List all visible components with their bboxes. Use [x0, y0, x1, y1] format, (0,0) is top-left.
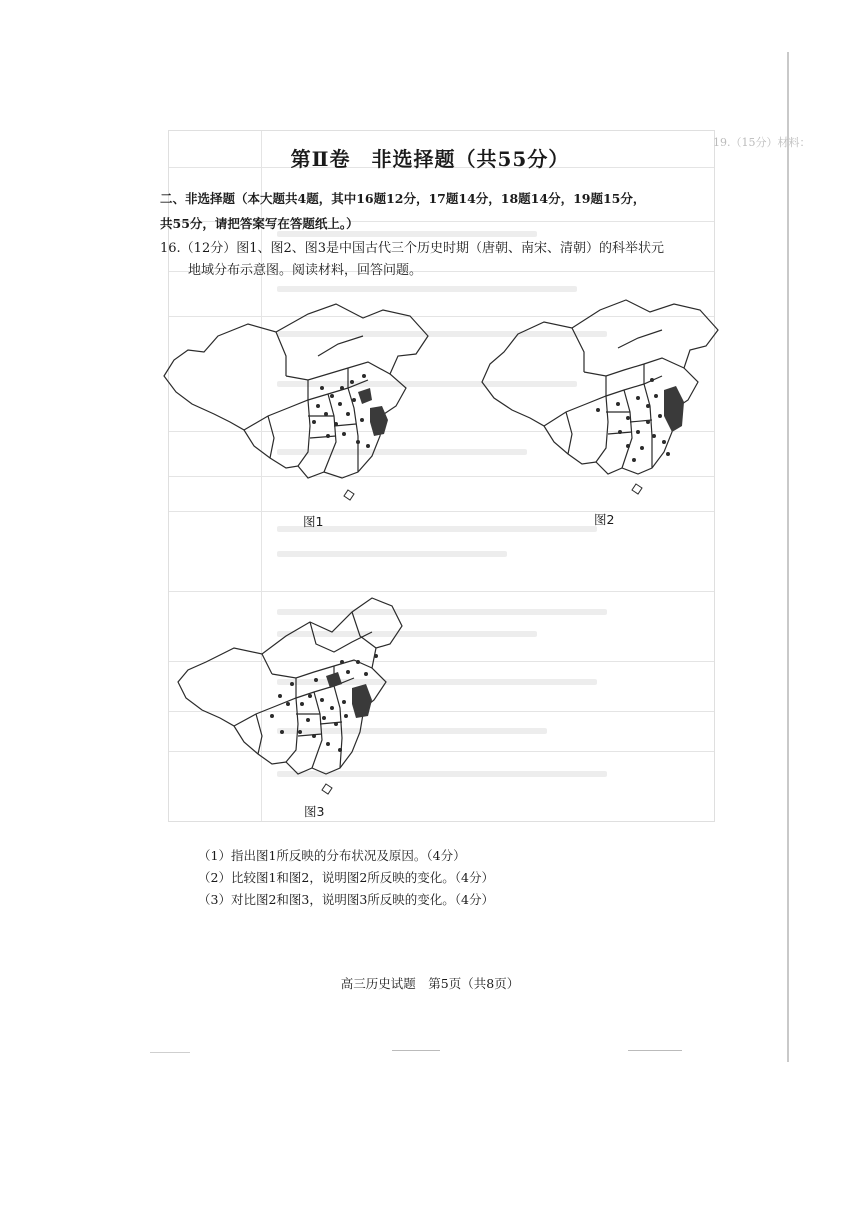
page-footer: 高三历史试题 第5页（共8页）: [340, 976, 520, 991]
section-line-1: 二、非选择题（本大题共4题，其中16题12分，17题14分，18题14分，19题15分，: [160, 191, 646, 206]
figure-1-caption: 图1: [303, 514, 324, 529]
section-instructions: [160, 186, 720, 236]
map-figure-2: [478, 286, 746, 506]
subquestion-3: （3）对比图2和图3，说明图3所反映的变化。（4分）: [198, 892, 495, 907]
subquestion-list: [198, 845, 494, 911]
scan-artifact: [628, 1050, 682, 1051]
q16-line-1: 16.（12分）图1、图2、图3是中国古代三个历史时期（唐朝、南宋、清朝）的科举状元: [160, 241, 665, 256]
bleed-q19-header: 19.（15分）材料：: [713, 136, 811, 149]
scan-artifact: [150, 1052, 190, 1053]
question-16-stem: [160, 238, 730, 282]
subquestion-2: （2）比较图1和图2，说明图2所反映的变化。（4分）: [198, 870, 495, 885]
page-edge: [787, 52, 789, 1062]
scan-artifact: [392, 1050, 440, 1051]
map-figure-3: [176, 592, 446, 802]
figure-2-caption: 图2: [594, 512, 615, 527]
map-figure-1: [158, 296, 448, 516]
part-title: 第Ⅱ卷 非选择题（共55分）: [290, 147, 570, 171]
section-line-2: 共55分，请把答案写在答题纸上。）: [160, 216, 359, 231]
figure-3-caption: 图3: [304, 804, 325, 819]
subquestion-1: （1）指出图1所反映的分布状况及原因。（4分）: [198, 848, 466, 863]
q16-line-2: 地域分布示意图。阅读材料，回答问题。: [188, 263, 423, 278]
